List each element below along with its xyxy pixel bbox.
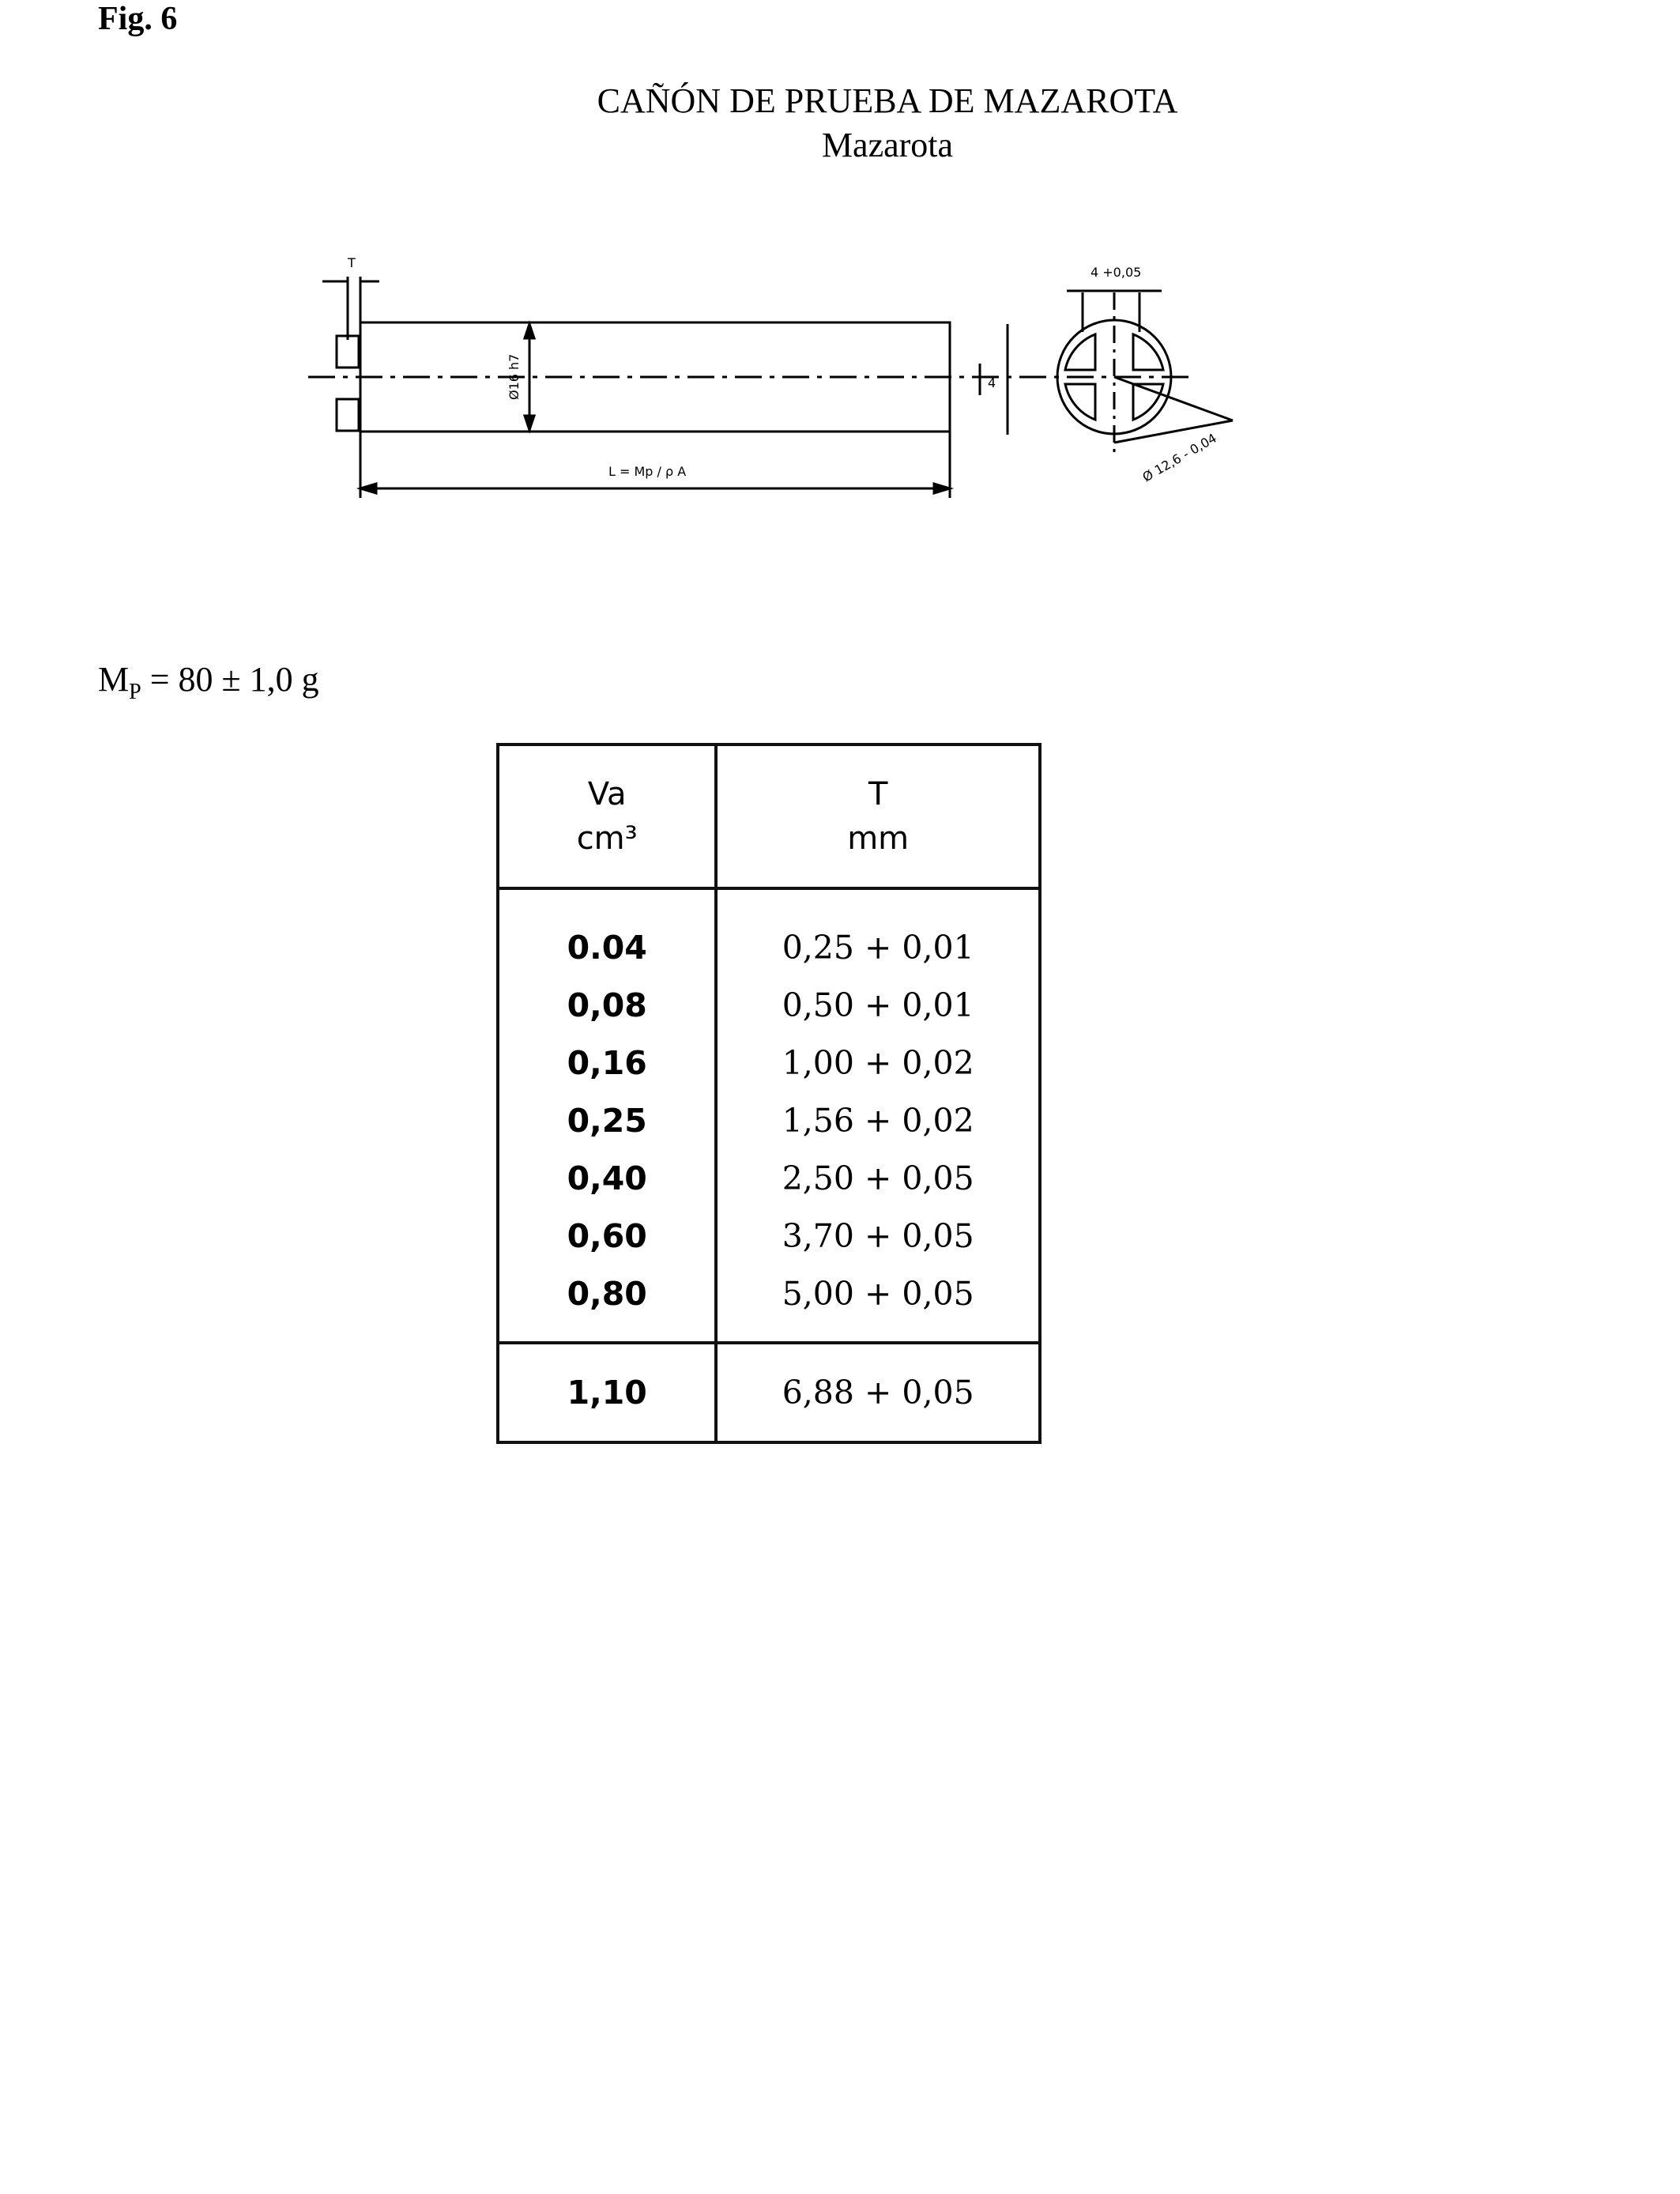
upper-nub [337,336,359,368]
length-label: L = Mp / ρ A [608,464,687,479]
t-cell: 2,50 + 0,05 [782,1159,974,1197]
va-cell: 0.04 [567,928,647,967]
mass-value: = 80 ± 1,0 g [141,660,319,699]
header-t-line1: T [868,776,888,812]
table-container [496,743,1048,1443]
table-last-row [498,1343,1040,1442]
header-t-line2: mm [847,820,910,857]
va-t-table [496,743,1042,1444]
t-cell: 0,25 + 0,01 [782,928,974,967]
outer-diameter-label: Ø 12,6 - 0,04 [1139,430,1219,485]
t-column [716,888,1040,1343]
va-cell: 0,25 [567,1101,647,1140]
header-va [498,745,716,888]
length-arrow-right [934,484,950,493]
va-cell-last: 1,10 [567,1374,647,1412]
t-cell: 3,70 + 0,05 [782,1216,974,1255]
va-column [498,888,716,1343]
table-body-row [498,888,1040,1343]
va-cell: 0,08 [567,986,647,1024]
mass-spec [98,659,319,705]
t-cell: 0,50 + 0,01 [782,986,974,1024]
page-title: CAÑÓN DE PRUEBA DE MAZAROTA [597,81,1178,120]
title-block [0,79,1680,168]
quadrant-bl [1065,384,1095,420]
slot-width-label: 4 +0,05 [1090,265,1142,280]
figure-label: Fig. 6 [98,1,178,37]
header-t [716,745,1040,888]
header-va-line1: Va [587,776,627,812]
va-cell: 0,60 [567,1216,647,1255]
t-cell: 1,00 + 0,02 [782,1043,974,1082]
header-va-line2: cm³ [576,820,638,857]
lower-nub [337,399,359,431]
t-cell-last: 6,88 + 0,05 [782,1374,974,1412]
mazarota-drawing [300,245,1256,530]
diameter-arrow-top [525,324,534,338]
mass-symbol: M [98,660,130,699]
diameter-label: Ø16 h7 [507,353,522,400]
va-cell: 0,80 [567,1274,647,1313]
diameter-arrow-bottom [525,416,534,430]
page-subtitle: Mazarota [821,126,954,164]
va-cell: 0,16 [567,1043,647,1082]
last-t-cell [716,1343,1040,1442]
last-va-cell [498,1343,716,1442]
t-cell: 1,56 + 0,02 [782,1101,974,1140]
table-header-row [498,745,1040,888]
va-cell: 0,40 [567,1159,647,1197]
technical-drawing [300,245,1256,530]
t-cell: 5,00 + 0,05 [782,1274,974,1313]
quadrant-tl [1065,334,1095,370]
shaft-label: 4 [988,375,996,390]
t-label: T [348,255,356,270]
mass-subscript: P [129,679,141,704]
length-arrow-left [360,484,376,493]
quadrant-tr [1133,334,1163,370]
